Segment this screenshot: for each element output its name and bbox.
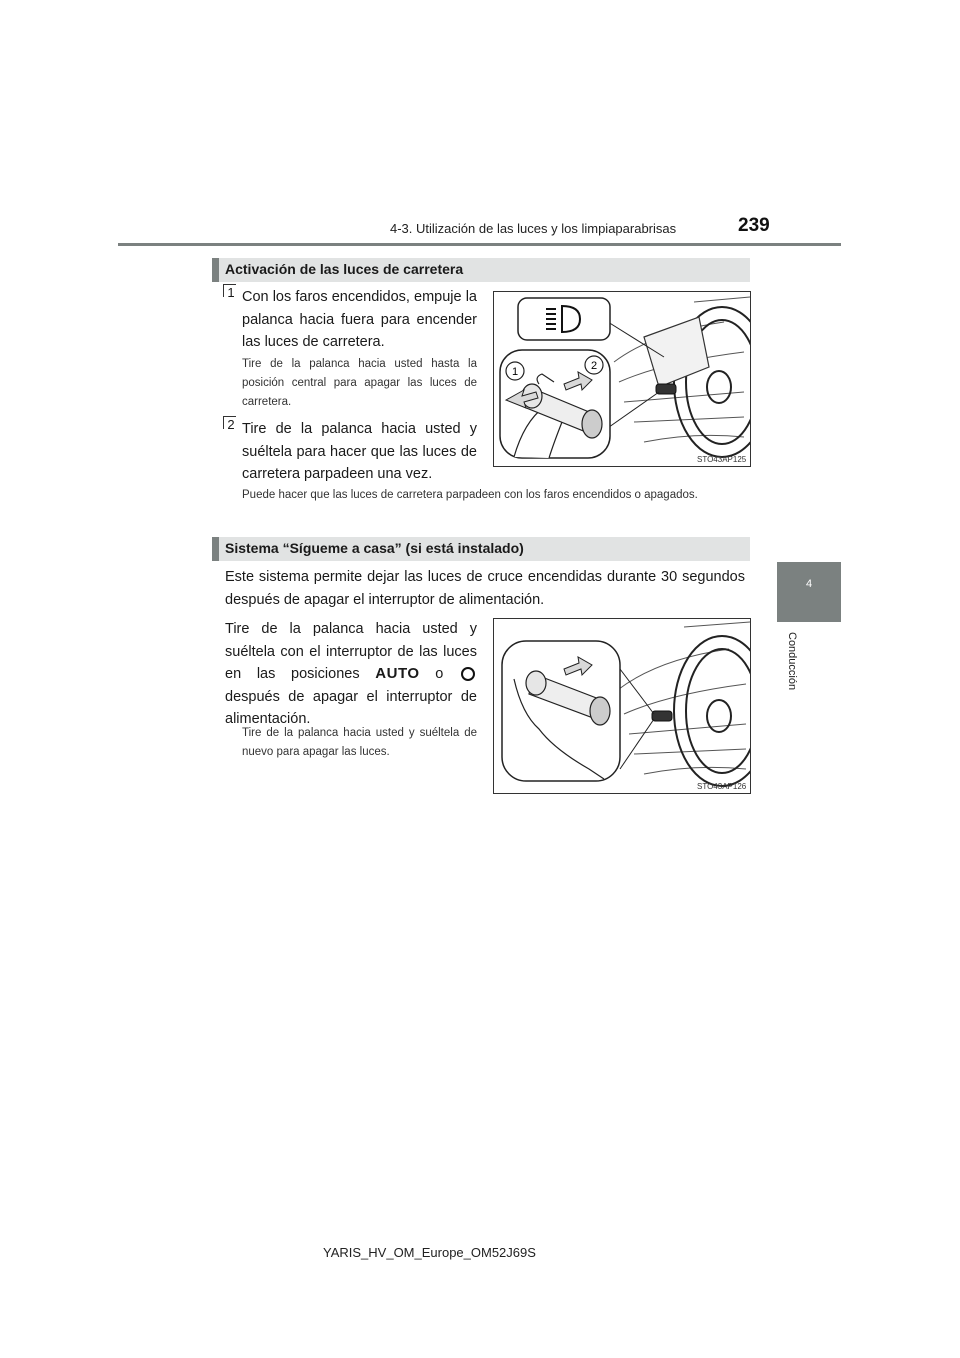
figure-callout-2: 2: [590, 360, 598, 372]
chapter-number: 4: [805, 578, 813, 590]
section-heading-bar: [212, 537, 219, 561]
step-1-text: Con los faros encendidos, empuje la palanca hacia fuera para encender las luces de carretera.: [242, 289, 477, 350]
header-rule: [118, 243, 841, 246]
chapter-label-text: Conducción: [786, 632, 798, 691]
step-marker-1: 1: [224, 285, 238, 301]
page-number: 239: [738, 215, 770, 236]
document-id: YARIS_HV_OM_Europe_OM52J69S: [323, 1245, 536, 1260]
step-marker-2: 2: [224, 417, 238, 433]
chapter-label: [784, 632, 804, 712]
section-2-body-text-2: después de apagar el interruptor de alimentación.: [225, 688, 477, 727]
step-2-text: Tire de la palanca hacia usted y suéltela para hacer que las luces de carretera parpadeen una vez.: [242, 421, 477, 482]
section-2-intro: Este sistema permite dejar las luces de cruce encendidas durante 30 segundos después de apagar el interruptor de alimentación.: [225, 569, 745, 608]
figure-code: STO43AP126: [697, 782, 747, 791]
step-1-note: Tire de la palanca hacia usted hasta la posición central para apagar las luces de carretera.: [242, 358, 477, 408]
section-heading-title: Sistema “Sígueme a casa” (si está instalado): [225, 540, 524, 556]
section-2-body: [225, 618, 477, 731]
connector-word: o: [435, 666, 444, 682]
running-header: 4-3. Utilización de las luces y los limpiaparabrisas: [390, 221, 677, 236]
figure-follow-me-home-lever: [493, 618, 751, 794]
section-heading-bar: [212, 258, 219, 282]
figure-high-beam-lever: [493, 291, 751, 467]
auto-symbol: AUTO: [375, 665, 420, 682]
section-heading-follow-me-home: [212, 537, 750, 561]
section-2-note: Tire de la palanca hacia usted y suéltela de nuevo para apagar las luces.: [242, 727, 477, 758]
figure-code: STO43AP125: [697, 455, 747, 464]
step-2-note: Puede hacer que las luces de carretera parpadeen con los faros encendidos o apagados.: [242, 489, 698, 501]
section-heading-title: Activación de las luces de carretera: [225, 261, 464, 277]
figure-callout-1: 1: [511, 366, 519, 378]
chapter-tab: [777, 562, 841, 622]
section-heading-high-beam: [212, 258, 750, 282]
section-2-body-text-1: Tire de la palanca hacia usted y suéltela con el interruptor de las luces en las posiciones: [225, 621, 477, 682]
parking-light-icon: [461, 667, 475, 681]
